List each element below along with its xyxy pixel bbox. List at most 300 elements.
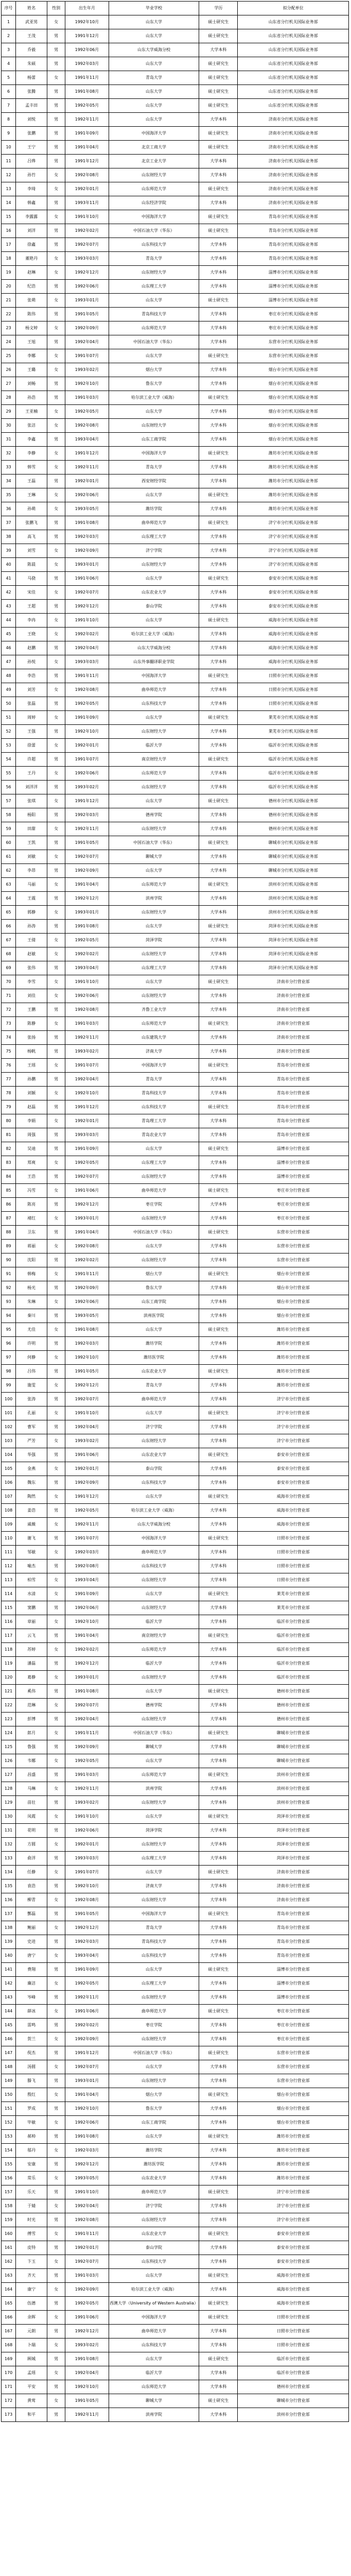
cell-school: 山东财经大学: [109, 1170, 199, 1184]
table-row: [2, 1045, 349, 1059]
table-row: [2, 2380, 349, 2394]
cell-school: 山东财经大学: [109, 1991, 199, 2005]
cell-gender: 男: [47, 1226, 65, 1240]
cell-birth: 1991年07月: [65, 1866, 109, 1879]
cell-birth: 1991年10月: [65, 975, 109, 989]
cell-gender: 女: [47, 405, 65, 419]
table-row: [2, 1629, 349, 1643]
cell-name: 孙浩: [16, 391, 47, 405]
cell-index: 29: [2, 405, 16, 419]
table-row: [2, 1323, 349, 1337]
cell-unit: 山东省分行机关国际业务部: [238, 43, 349, 57]
cell-gender: 女: [47, 2005, 65, 2019]
cell-school: 中国海洋大学: [109, 2311, 199, 2325]
cell-birth: 1991年05月: [65, 1365, 109, 1379]
cell-name: 李冉: [16, 614, 47, 628]
cell-degree: 大学本科: [199, 1031, 238, 1045]
cell-index: 109: [2, 1518, 16, 1532]
cell-school: 聊城大学: [109, 2394, 199, 2408]
cell-degree: 大学本科: [199, 1935, 238, 1949]
cell-gender: 男: [47, 391, 65, 405]
table-row: [2, 474, 349, 488]
cell-name: 何静: [16, 1351, 47, 1365]
cell-gender: 男: [47, 725, 65, 739]
cell-unit: 潍坊市分行营业部: [238, 2172, 349, 2185]
cell-unit: 淄博市分行营业部: [238, 1963, 349, 1977]
cell-birth: 1992年09月: [65, 2283, 109, 2297]
cell-index: 115: [2, 1601, 16, 1615]
table-row: [2, 669, 349, 683]
cell-gender: 女: [47, 502, 65, 516]
cell-unit: 济南市分行机关国际业务部: [238, 141, 349, 155]
cell-school: 中国海洋大学: [109, 1907, 199, 1921]
cell-index: 127: [2, 1768, 16, 1782]
table-row: [2, 1351, 349, 1365]
cell-unit: 济南市分行机关国际业务部: [238, 196, 349, 210]
cell-index: 157: [2, 2185, 16, 2199]
cell-gender: 男: [47, 2019, 65, 2032]
cell-school: 山东财经大学: [109, 1671, 199, 1685]
table-row: [2, 934, 349, 947]
cell-birth: 1992年10月: [65, 15, 109, 29]
table-row: [2, 57, 349, 71]
cell-gender: 男: [47, 1448, 65, 1462]
table-row: [2, 2269, 349, 2283]
cell-gender: 男: [47, 1073, 65, 1087]
cell-birth: 1991年09月: [65, 711, 109, 725]
cell-index: 92: [2, 1281, 16, 1295]
cell-gender: 女: [47, 1379, 65, 1393]
cell-unit: 临沂市分行机关国际业务部: [238, 739, 349, 753]
cell-index: 20: [2, 280, 16, 294]
cell-degree: 硕士研究生: [199, 1184, 238, 1198]
cell-index: 85: [2, 1184, 16, 1198]
cell-gender: 女: [47, 1059, 65, 1073]
cell-birth: 1992年11月: [65, 1782, 109, 1796]
cell-degree: 大学本科: [199, 335, 238, 349]
cell-school: 鲁东大学: [109, 377, 199, 391]
cell-gender: 男: [47, 641, 65, 655]
cell-name: 孔丽: [16, 1406, 47, 1420]
cell-degree: 硕士研究生: [199, 85, 238, 99]
cell-birth: 1992年09月: [65, 1476, 109, 1490]
cell-birth: 1992年08月: [65, 1560, 109, 1573]
cell-birth: 1992年01月: [65, 2241, 109, 2255]
cell-gender: 男: [47, 2352, 65, 2366]
cell-gender: 女: [47, 447, 65, 461]
cell-gender: 男: [47, 2213, 65, 2227]
cell-gender: 女: [47, 488, 65, 502]
cell-degree: 大学本科: [199, 461, 238, 474]
cell-index: 73: [2, 1017, 16, 1031]
cell-name: 苗壮: [16, 1796, 47, 1810]
cell-gender: 女: [47, 1351, 65, 1365]
cell-school: 青岛科技大学: [109, 1935, 199, 1949]
cell-gender: 男: [47, 1685, 65, 1699]
cell-degree: 大学本科: [199, 739, 238, 753]
table-body: [2, 15, 349, 2422]
cell-index: 15: [2, 210, 16, 224]
cell-index: 145: [2, 2019, 16, 2032]
cell-index: 18: [2, 252, 16, 266]
cell-birth: 1991年10月: [65, 1810, 109, 1824]
cell-index: 70: [2, 975, 16, 989]
cell-birth: 1991年12月: [65, 155, 109, 168]
cell-degree: 大学本科: [199, 2060, 238, 2074]
cell-degree: 硕士研究生: [199, 1059, 238, 1073]
cell-degree: 大学本科: [199, 502, 238, 516]
cell-school: 青岛科技大学: [109, 308, 199, 321]
cell-degree: 硕士研究生: [199, 1907, 238, 1921]
cell-index: 167: [2, 2325, 16, 2338]
cell-school: 山东理工大学: [109, 1977, 199, 1991]
cell-unit: 威海市分行营业部: [238, 1518, 349, 1532]
cell-gender: 男: [47, 2380, 65, 2394]
cell-birth: 1991年11月: [65, 71, 109, 85]
cell-name: 王强: [16, 725, 47, 739]
cell-birth: 1992年03月: [65, 1935, 109, 1949]
table-row: [2, 127, 349, 141]
cell-index: 169: [2, 2352, 16, 2366]
cell-degree: 大学本科: [199, 1045, 238, 1059]
cell-unit: 济宁市分行营业部: [238, 1406, 349, 1420]
cell-degree: 大学本科: [199, 1476, 238, 1490]
cell-unit: 山东省分行机关国际业务部: [238, 99, 349, 113]
cell-unit: 威海市分行营业部: [238, 1504, 349, 1518]
cell-gender: 女: [47, 419, 65, 433]
cell-birth: 1991年11月: [65, 669, 109, 683]
cell-gender: 男: [47, 29, 65, 43]
cell-school: 山东科技大学: [109, 1100, 199, 1114]
cell-birth: 1991年09月: [65, 1587, 109, 1601]
table-row: [2, 711, 349, 725]
cell-gender: 女: [47, 1323, 65, 1337]
cell-birth: 1992年06月: [65, 2116, 109, 2130]
cell-unit: 莱芜市分行机关国际业务部: [238, 725, 349, 739]
cell-name: 卞玉: [16, 2255, 47, 2269]
cell-index: 48: [2, 669, 16, 683]
table-row: [2, 1907, 349, 1921]
cell-gender: 男: [47, 1003, 65, 1017]
cell-index: 89: [2, 1240, 16, 1253]
cell-name: 李露露: [16, 210, 47, 224]
cell-unit: 日照市分行机关国际业务部: [238, 669, 349, 683]
cell-unit: 济宁市分行机关国际业务部: [238, 544, 349, 558]
cell-unit: 潍坊市分行营业部: [238, 2130, 349, 2144]
cell-unit: 淄博市分行营业部: [238, 1977, 349, 1991]
cell-gender: 男: [47, 1393, 65, 1406]
table-row: [2, 210, 349, 224]
cell-birth: 1992年05月: [65, 1754, 109, 1768]
cell-degree: 硕士研究生: [199, 447, 238, 461]
table-row: [2, 155, 349, 168]
table-row: [2, 15, 349, 29]
cell-school: 山东大学: [109, 572, 199, 586]
cell-degree: 硕士研究生: [199, 1587, 238, 1601]
cell-name: 王琳: [16, 488, 47, 502]
cell-index: 34: [2, 474, 16, 488]
cell-gender: 男: [47, 572, 65, 586]
cell-birth: 1991年03月: [65, 1768, 109, 1782]
cell-unit: 德州市分行营业部: [238, 1685, 349, 1699]
cell-index: 82: [2, 1142, 16, 1156]
cell-name: 柏雪: [16, 1573, 47, 1587]
cell-birth: 1993年02月: [65, 1434, 109, 1448]
cell-school: 青岛理工大学: [109, 1114, 199, 1128]
cell-degree: 大学本科: [199, 2019, 238, 2032]
cell-name: 安康: [16, 2158, 47, 2172]
cell-degree: 大学本科: [199, 2158, 238, 2172]
cell-name: 刘敏: [16, 850, 47, 864]
cell-school: 山东大学: [109, 57, 199, 71]
cell-index: 60: [2, 836, 16, 850]
cell-school: 山东大学: [109, 864, 199, 878]
cell-school: 山东财经大学: [109, 2213, 199, 2227]
table-row: [2, 1337, 349, 1351]
cell-degree: 硕士研究生: [199, 182, 238, 196]
cell-school: 中国海洋大学: [109, 669, 199, 683]
cell-school: 山东大学: [109, 1963, 199, 1977]
cell-unit: 济南市分行营业部: [238, 1866, 349, 1879]
cell-school: 山东财经大学: [109, 1434, 199, 1448]
cell-unit: 山东省分行机关国际业务部: [238, 71, 349, 85]
cell-gender: 女: [47, 2032, 65, 2046]
cell-unit: 泰安市分行机关国际业务部: [238, 586, 349, 600]
cell-index: 124: [2, 1726, 16, 1740]
cell-index: 104: [2, 1448, 16, 1462]
cell-gender: 男: [47, 113, 65, 127]
cell-name: 马骁: [16, 572, 47, 586]
cell-index: 3: [2, 43, 16, 57]
cell-birth: 1992年10月: [65, 1615, 109, 1629]
cell-gender: 男: [47, 2297, 65, 2311]
cell-birth: 1991年09月: [65, 1963, 109, 1977]
table-row: [2, 2088, 349, 2102]
cell-unit: 潍坊市分行营业部: [238, 1365, 349, 1379]
cell-gender: 女: [47, 1156, 65, 1170]
cell-birth: 1991年10月: [65, 2185, 109, 2199]
cell-degree: 硕士研究生: [199, 920, 238, 934]
cell-degree: 硕士研究生: [199, 2227, 238, 2241]
cell-school: 山东财经大学: [109, 2032, 199, 2046]
cell-name: 方圆: [16, 1838, 47, 1852]
cell-unit: 东营市分行营业部: [238, 2074, 349, 2088]
cell-school: 潍坊学院: [109, 1337, 199, 1351]
cell-birth: 1992年09月: [65, 544, 109, 558]
cell-birth: 1993年03月: [65, 1852, 109, 1866]
cell-birth: 1991年06月: [65, 2311, 109, 2325]
cell-birth: 1993年04月: [65, 1573, 109, 1587]
cell-gender: 男: [47, 127, 65, 141]
table-row: [2, 2144, 349, 2158]
cell-gender: 女: [47, 1726, 65, 1740]
table-row: [2, 2032, 349, 2046]
cell-name: 孙鹏: [16, 1073, 47, 1087]
cell-school: 山东大学: [109, 29, 199, 43]
cell-unit: 山东省分行机关国际业务部: [238, 29, 349, 43]
cell-gender: 女: [47, 2227, 65, 2241]
table-row: [2, 488, 349, 502]
cell-degree: 大学本科: [199, 1977, 238, 1991]
cell-unit: 烟台市分行营业部: [238, 2088, 349, 2102]
cell-index: 160: [2, 2227, 16, 2241]
table-row: [2, 1866, 349, 1879]
cell-gender: 男: [47, 474, 65, 488]
cell-birth: 1992年05月: [65, 1504, 109, 1518]
cell-birth: 1992年11月: [65, 2408, 109, 2422]
cell-degree: 大学本科: [199, 1782, 238, 1796]
cell-name: 齐天: [16, 2269, 47, 2283]
cell-birth: 1992年10月: [65, 725, 109, 739]
cell-birth: 1993年02月: [65, 2338, 109, 2352]
cell-birth: 1992年02月: [65, 224, 109, 238]
cell-school: 北京工商大学: [109, 141, 199, 155]
table-row: [2, 29, 349, 43]
cell-index: 101: [2, 1406, 16, 1420]
table-row: [2, 1184, 349, 1198]
table-row: [2, 1935, 349, 1949]
cell-index: 58: [2, 808, 16, 822]
table-row: [2, 2019, 349, 2032]
cell-name: 杨文婷: [16, 321, 47, 335]
cell-unit: 潍坊市分行机关国际业务部: [238, 447, 349, 461]
cell-unit: 烟台市分行机关国际业务部: [238, 363, 349, 377]
table-row: [2, 349, 349, 363]
cell-degree: 大学本科: [199, 155, 238, 168]
cell-birth: 1991年06月: [65, 1448, 109, 1462]
cell-degree: 大学本科: [199, 2241, 238, 2255]
cell-unit: 临沂市分行营业部: [238, 1643, 349, 1657]
cell-school: 泰山学院: [109, 1462, 199, 1476]
cell-unit: 枣庄市分行机关国际业务部: [238, 321, 349, 335]
cell-name: 李琦: [16, 182, 47, 196]
cell-unit: 潍坊市分行营业部: [238, 2158, 349, 2172]
cell-index: 9: [2, 127, 16, 141]
cell-birth: 1992年06月: [65, 767, 109, 781]
cell-gender: 女: [47, 1184, 65, 1198]
cell-gender: 女: [47, 210, 65, 224]
cell-unit: 济宁市分行营业部: [238, 1393, 349, 1406]
cell-birth: 1992年05月: [65, 697, 109, 711]
cell-unit: 滨州市分行营业部: [238, 2408, 349, 2422]
cell-gender: 男: [47, 669, 65, 683]
cell-degree: 大学本科: [199, 266, 238, 280]
table-row: [2, 1504, 349, 1518]
cell-unit: 济宁市分行营业部: [238, 1420, 349, 1434]
cell-birth: 1992年04月: [65, 1713, 109, 1726]
cell-degree: 大学本科: [199, 308, 238, 321]
cell-unit: 菏泽市分行机关国际业务部: [238, 934, 349, 947]
cell-index: 119: [2, 1657, 16, 1671]
cell-school: 曲阜师范大学: [109, 1184, 199, 1198]
cell-degree: 大学本科: [199, 321, 238, 335]
cell-unit: 滨州市分行机关国际业务部: [238, 892, 349, 906]
cell-unit: 日照市分行营业部: [238, 2325, 349, 2338]
cell-birth: 1992年11月: [65, 822, 109, 836]
cell-birth: 1993年01月: [65, 294, 109, 308]
cell-name: 杨阳: [16, 808, 47, 822]
cell-name: 袁浩: [16, 1879, 47, 1893]
cell-name: 赵敏: [16, 947, 47, 961]
cell-unit: 日照市分行机关国际业务部: [238, 697, 349, 711]
cell-birth: 1991年04月: [65, 2088, 109, 2102]
cell-name: 许超: [16, 753, 47, 767]
cell-unit: 临沂市分行营业部: [238, 1629, 349, 1643]
cell-gender: 男: [47, 1768, 65, 1782]
table-row: [2, 906, 349, 920]
cell-degree: 硕士研究生: [199, 1810, 238, 1824]
cell-birth: 1991年08月: [65, 920, 109, 934]
cell-school: 山东师范大学: [109, 878, 199, 892]
cell-school: 山东大学: [109, 711, 199, 725]
column-header-unit: 拟分配单位: [238, 2, 349, 15]
cell-gender: 男: [47, 1629, 65, 1643]
table-row: [2, 1226, 349, 1240]
cell-name: 秦川: [16, 1309, 47, 1323]
cell-degree: 大学本科: [199, 1351, 238, 1365]
cell-unit: 枣庄市分行营业部: [238, 2005, 349, 2019]
cell-gender: 男: [47, 2325, 65, 2338]
cell-gender: 女: [47, 586, 65, 600]
cell-unit: 泰安市分行营业部: [238, 2241, 349, 2255]
cell-name: 武亚男: [16, 15, 47, 29]
cell-degree: 大学本科: [199, 961, 238, 975]
cell-school: 泰山学院: [109, 2241, 199, 2255]
cell-name: 冯雪: [16, 1184, 47, 1198]
cell-degree: 大学本科: [199, 168, 238, 182]
cell-index: 114: [2, 1587, 16, 1601]
cell-school: 烟台大学: [109, 363, 199, 377]
cell-index: 69: [2, 961, 16, 975]
cell-school: 青岛大学: [109, 1073, 199, 1087]
cell-birth: 1993年03月: [65, 1128, 109, 1142]
cell-index: 22: [2, 308, 16, 321]
cell-degree: 硕士研究生: [199, 1866, 238, 1879]
cell-school: 德州学院: [109, 1699, 199, 1713]
cell-unit: 聊城市分行机关国际业务部: [238, 850, 349, 864]
cell-school: 山东财经大学: [109, 1893, 199, 1907]
cell-degree: 大学本科: [199, 530, 238, 544]
table-row: [2, 1253, 349, 1267]
cell-degree: 硕士研究生: [199, 753, 238, 767]
table-row: [2, 2311, 349, 2325]
cell-birth: 1992年09月: [65, 2032, 109, 2046]
cell-unit: 威海市分行营业部: [238, 2283, 349, 2297]
table-row: [2, 2158, 349, 2172]
cell-unit: 威海市分行机关国际业务部: [238, 628, 349, 641]
table-row: [2, 2046, 349, 2060]
cell-index: 51: [2, 711, 16, 725]
cell-index: 83: [2, 1156, 16, 1170]
cell-name: 孙涛: [16, 920, 47, 934]
cell-birth: 1992年10月: [65, 1087, 109, 1100]
cell-degree: 大学本科: [199, 767, 238, 781]
cell-degree: 硕士研究生: [199, 349, 238, 363]
column-header-school: 毕业学校: [109, 2, 199, 15]
cell-gender: 男: [47, 377, 65, 391]
table-row: [2, 1295, 349, 1309]
cell-school: 山东大学: [109, 1685, 199, 1699]
cell-birth: 1992年04月: [65, 335, 109, 349]
cell-school: 山东师范大学: [109, 2380, 199, 2394]
cell-school: 烟台大学: [109, 2088, 199, 2102]
cell-gender: 男: [47, 1031, 65, 1045]
cell-school: 山东理工大学: [109, 530, 199, 544]
cell-school: 曲阜师范大学: [109, 683, 199, 697]
cell-index: 120: [2, 1671, 16, 1685]
cell-index: 171: [2, 2380, 16, 2394]
cell-degree: 大学本科: [199, 196, 238, 210]
